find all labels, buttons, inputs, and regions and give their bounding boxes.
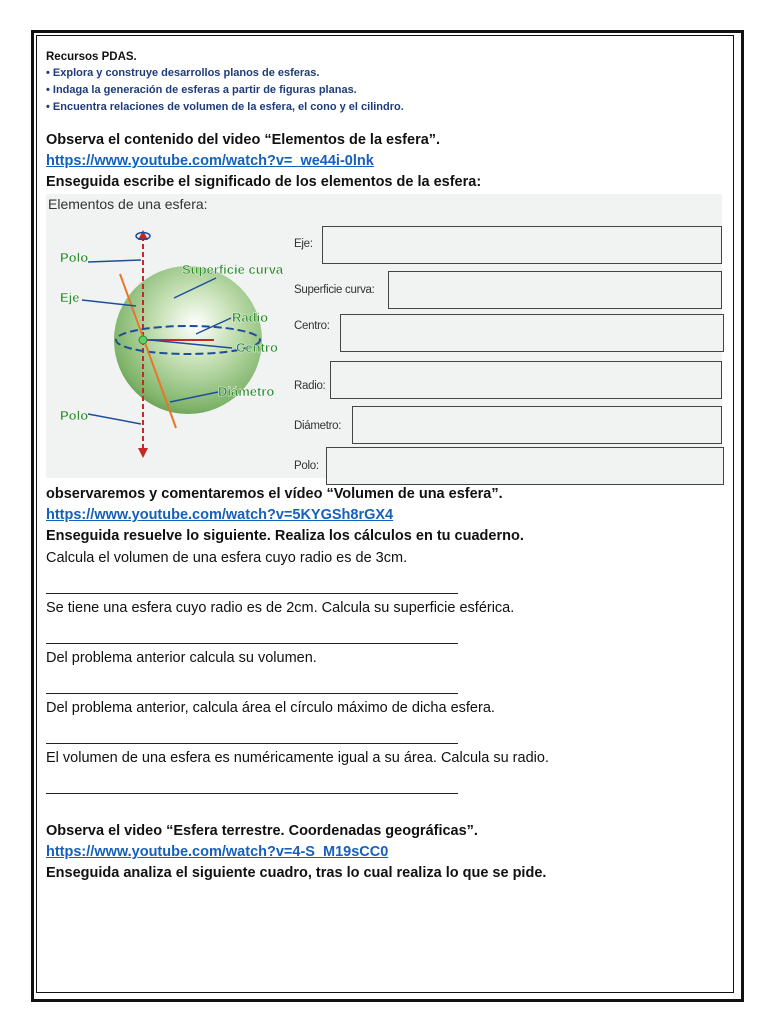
label-superficie: Superficie curva bbox=[182, 262, 284, 277]
section1-heading: Observa el contenido del video “Elementos de la esfera”. bbox=[46, 132, 441, 148]
resource-item: • Indaga la generación de esferas a partir de figuras planas. bbox=[46, 84, 357, 96]
field-label-centro: Centro: bbox=[294, 320, 330, 332]
diametro-answer-box[interactable] bbox=[352, 406, 722, 444]
label-radio: Radio bbox=[232, 310, 269, 325]
resources-section bbox=[46, 49, 726, 116]
section3-heading: Observa el video “Esfera terrestre. Coordenadas geográficas”. bbox=[46, 823, 478, 839]
polo-top-pointer bbox=[88, 260, 141, 262]
answer-line[interactable] bbox=[46, 769, 458, 794]
answer-line[interactable] bbox=[46, 569, 458, 594]
label-diametro: Diámetro bbox=[218, 384, 275, 399]
center-point bbox=[139, 336, 147, 344]
field-label-radio: Radio: bbox=[294, 380, 326, 392]
eje-answer-box[interactable] bbox=[322, 226, 722, 264]
field-label-diametro: Diámetro: bbox=[294, 420, 342, 432]
question-1: Calcula el volumen de una esfera cuyo radio es de 3cm. bbox=[46, 550, 408, 566]
resources-title: Recursos PDAS. bbox=[46, 51, 137, 63]
label-eje: Eje bbox=[60, 290, 80, 305]
answer-line[interactable] bbox=[46, 719, 458, 744]
centro-answer-box[interactable] bbox=[340, 314, 724, 352]
field-label-polo: Polo: bbox=[294, 460, 319, 472]
answer-line[interactable] bbox=[46, 619, 458, 644]
field-label-superficie: Superficie curva: bbox=[294, 284, 375, 296]
label-polo-top: Polo bbox=[60, 250, 89, 265]
section3-instruction: Enseguida analiza el siguiente cuadro, tras lo cual realiza lo que se pide. bbox=[46, 865, 547, 881]
section2-instruction: Enseguida resuelve lo siguiente. Realiza los cálculos en tu cuaderno. bbox=[46, 528, 524, 544]
field-label-eje: Eje: bbox=[294, 238, 313, 250]
question-4: Del problema anterior, calcula área el círculo máximo de dicha esfera. bbox=[46, 700, 495, 716]
diagram-title: Elementos de una esfera: bbox=[48, 196, 208, 212]
sphere-elements-panel bbox=[46, 194, 722, 478]
axis-arrow-bottom bbox=[138, 448, 148, 458]
polo-bottom-pointer bbox=[88, 414, 141, 424]
question-5: El volumen de una esfera es numéricamente igual a su área. Calcula su radio. bbox=[46, 750, 549, 766]
label-centro: Centro bbox=[236, 340, 278, 355]
resource-item: • Encuentra relaciones de volumen de la esfera, el cono y el cilindro. bbox=[46, 101, 404, 113]
sphere-diagram bbox=[46, 216, 296, 466]
worksheet bbox=[46, 45, 726, 884]
section2-heading: observaremos y comentaremos el vídeo “Volumen de una esfera”. bbox=[46, 486, 503, 502]
section1-instruction: Enseguida escribe el significado de los elementos de la esfera: bbox=[46, 174, 482, 190]
answer-line[interactable] bbox=[46, 669, 458, 694]
question-2: Se tiene una esfera cuyo radio es de 2cm. Calcula su superficie esférica. bbox=[46, 600, 515, 616]
label-polo-bottom: Polo bbox=[60, 408, 89, 423]
video-link-coordenadas[interactable]: https://www.youtube.com/watch?v=4-S_M19sCC0 bbox=[46, 844, 389, 860]
video-link-elementos[interactable]: https://www.youtube.com/watch?v=_we44i-0lnk bbox=[46, 153, 374, 169]
video-link-volumen[interactable]: https://www.youtube.com/watch?v=5KYGSh8rGX4 bbox=[46, 507, 394, 523]
radio-answer-box[interactable] bbox=[330, 361, 722, 399]
resource-item: • Explora y construye desarrollos planos de esferas. bbox=[46, 67, 320, 79]
question-3: Del problema anterior calcula su volumen. bbox=[46, 650, 317, 666]
superficie-answer-box[interactable] bbox=[388, 271, 722, 309]
polo-answer-box[interactable] bbox=[326, 447, 724, 485]
